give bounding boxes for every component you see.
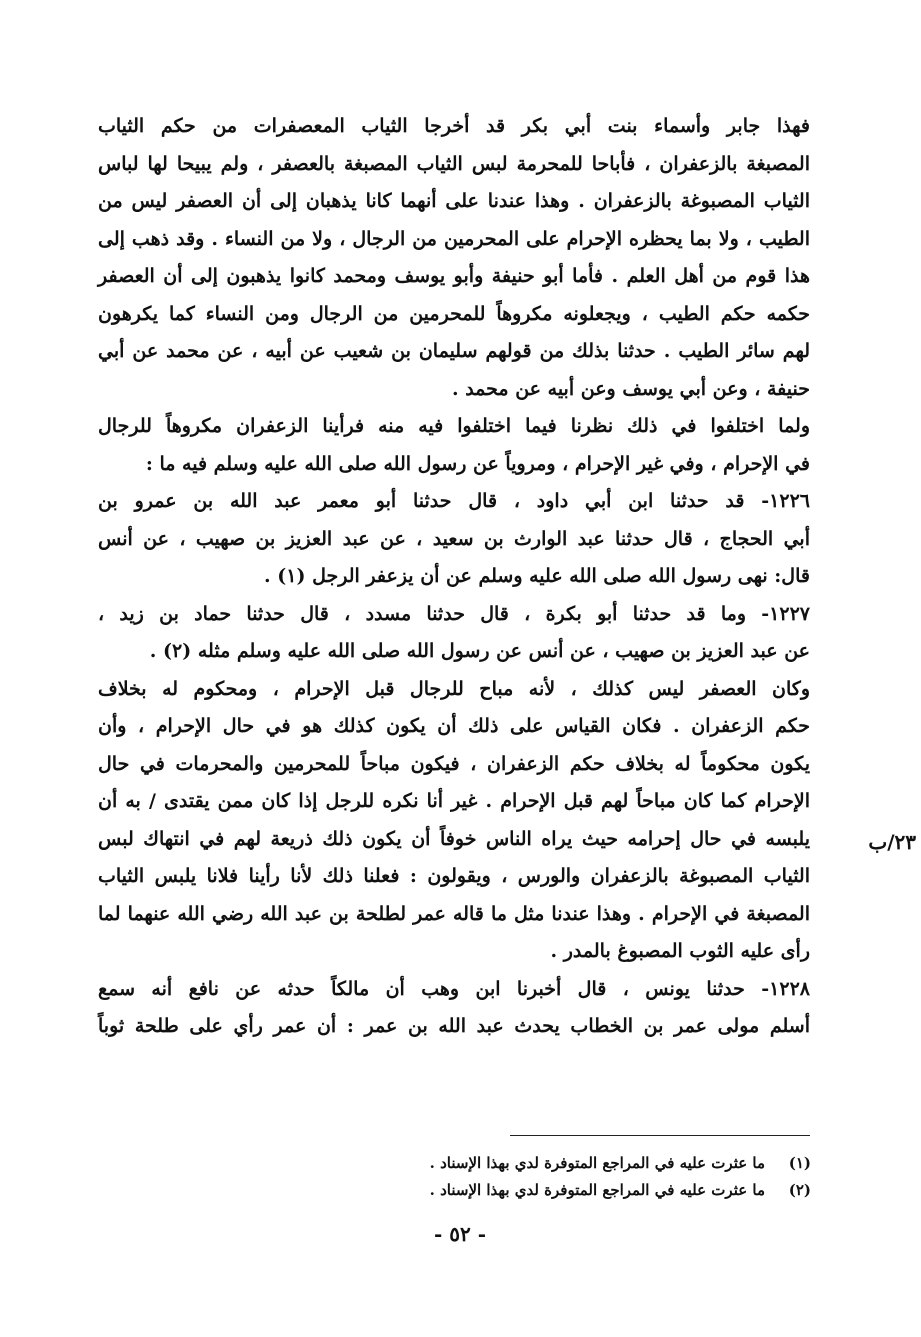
text-line: المصبغة في الإحرام . وهذا عندنا مثل ما قاله عمر لطلحة بن عبد الله رضي الله عنهما لما	[98, 902, 810, 925]
text-line: أبي الحجاج ، قال حدثنا عبد الوارث بن سعيد ، عن عبد العزيز بن صهيب ، عن أنس	[98, 527, 810, 550]
text-line: ولما اختلفوا في ذلك نظرنا فيما اختلفوا فيه منه فرأينا الزعفران مكروهاً للرجال	[98, 415, 810, 437]
text-line: يكون محكوماً له بخلاف حكم الزعفران ، فيكون مباحاً للمحرمين والمحرمات في حال	[98, 752, 810, 775]
main-text-block	[98, 108, 810, 1046]
text-line: الثياب المصبوغة بالزعفران . وهذا عندنا على أنهما كانا يذهبان إلى أن العصفر ليس من	[98, 190, 810, 212]
footnote-item	[430, 1177, 811, 1204]
text-line: ١٢٢٧- وما قد حدثنا أبو بكرة ، قال حدثنا مسدد ، قال حدثنا حماد بن زيد ،	[98, 602, 810, 625]
text-line: فهذا جابر وأسماء بنت أبي بكر قد أخرجا الثياب المعصفرات من حكم الثياب	[98, 115, 810, 137]
text-line: في الإحرام ، وفي غير الإحرام ، ومروياً عن رسول الله صلى الله عليه وسلم فيه ما :	[145, 452, 810, 475]
text-line: قال: نهى رسول الله صلى الله عليه وسلم عن أن يزعفر الرجل (١) .	[264, 565, 810, 587]
text-line: الطيب ، ولا بما يحظره الإحرام على المحرمين من الرجال ، ولا من النساء . وقد ذهب إلى	[98, 227, 810, 250]
text-line: الثياب المصبوغة بالزعفران والورس ، ويقولون : فعلنا ذلك لأنا رأينا فلانا يلبس الثياب	[98, 865, 810, 887]
footnote-text: ما عثرت عليه في المراجع المتوفرة لدي بهذا الإسناد .	[429, 1181, 765, 1199]
footnote-number: (٢)	[788, 1181, 811, 1199]
text-line: يلبسه في حال إحرامه حيث يراه الناس خوفاً أن يكون ذلك ذريعة لهم في انتهاك لبس	[98, 827, 810, 850]
text-line: رأى عليه الثوب المصبوغ بالمدر .	[550, 940, 810, 962]
text-line: هذا قوم من أهل العلم . فأما أبو حنيفة وأبو يوسف ومحمد كانوا يذهبون إلى أن العصفر	[98, 265, 810, 287]
footnote-number: (١)	[788, 1154, 811, 1172]
footnote-item	[430, 1150, 811, 1177]
text-line: حنيفة ، وعن أبي يوسف وعن أبيه عن محمد .	[451, 377, 810, 400]
text-line: حكم الزعفران . فكان القياس على ذلك أن يكون كذلك هو في حال الإحرام ، وأن	[98, 715, 810, 737]
text-line: أسلم مولى عمر بن الخطاب يحدث عبد الله بن عمر : أن عمر رأي على طلحة ثوباً	[98, 1015, 810, 1037]
footnote-separator	[510, 1135, 810, 1136]
page-number: - ٥٢ -	[433, 1222, 486, 1246]
text-line: لهم سائر الطيب . حدثنا بذلك من قولهم سليمان بن شعيب عن أبيه ، عن محمد عن أبي	[98, 340, 810, 362]
footnotes	[430, 1150, 811, 1204]
text-line: عن عبد العزيز بن صهيب ، عن أنس عن رسول الله صلى الله عليه وسلم مثله (٢) .	[149, 640, 810, 662]
footnote-text: ما عثرت عليه في المراجع المتوفرة لدي بهذا الإسناد .	[429, 1154, 765, 1172]
text-line: وكان العصفر ليس كذلك ، لأنه مباح للرجال قبل الإحرام ، ومحكوم له بخلاف	[98, 677, 810, 700]
text-line: الإحرام كما كان مباحاً لهم قبل الإحرام . غير أنا نكره للرجل إذا كان ممن يقتدى / به أن	[98, 790, 810, 812]
text-line: المصبغة بالزعفران ، فأباحا للمحرمة لبس الثياب المصبغة بالعصفر ، ولم يبيحا لها لباس	[98, 152, 810, 175]
manuscript-folio-marker: ٢٣/ب	[868, 830, 916, 854]
text-line: ١٢٢٨- حدثنا يونس ، قال أخبرنا ابن وهب أن مالكاً حدثه عن نافع أنه سمع	[98, 977, 810, 1000]
text-line: ١٢٢٦- قد حدثنا ابن أبي داود ، قال حدثنا أبو معمر عبد الله بن عمرو بن	[98, 490, 810, 512]
text-line: حكمه حكم الطيب ، ويجعلونه مكروهاً للمحرمين من الرجال ومن النساء كما يكرهون	[98, 302, 810, 325]
